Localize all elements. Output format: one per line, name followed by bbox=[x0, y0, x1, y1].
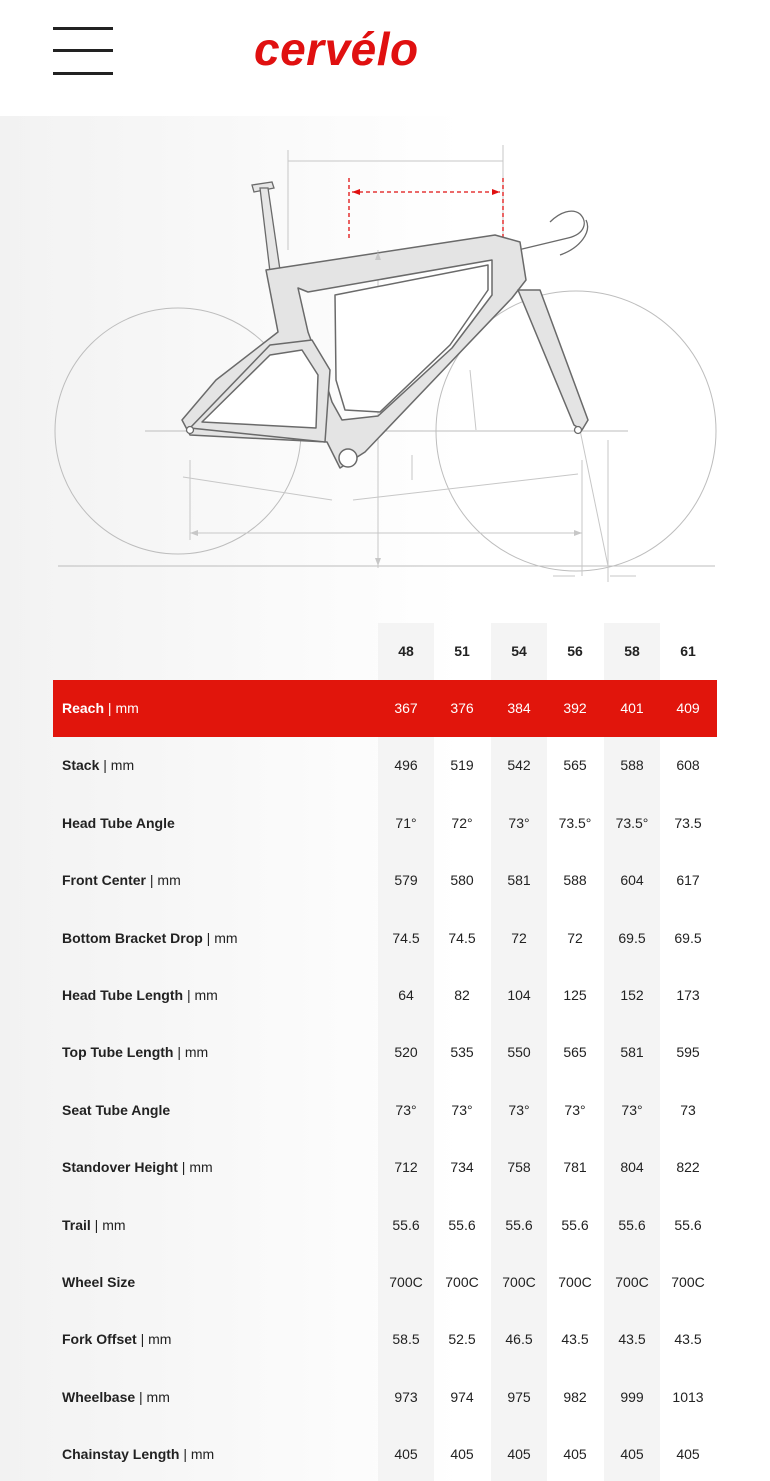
table-row bbox=[53, 1426, 717, 1481]
table-cell: 542 bbox=[507, 757, 531, 773]
table-row bbox=[53, 852, 717, 909]
table-cell: 55.6 bbox=[392, 1217, 420, 1233]
table-cell: 55.6 bbox=[448, 1217, 476, 1233]
size-header-58: 58 bbox=[624, 643, 640, 659]
table-cell: 405 bbox=[620, 1446, 644, 1462]
table-cell: 982 bbox=[563, 1389, 587, 1405]
table-cell: 73.5° bbox=[615, 815, 649, 831]
table-cell: 55.6 bbox=[505, 1217, 533, 1233]
table-cell: 152 bbox=[620, 987, 644, 1003]
table-cell: 401 bbox=[620, 700, 644, 716]
table-cell: 519 bbox=[450, 757, 474, 773]
table-cell: 46.5 bbox=[505, 1331, 533, 1347]
table-cell: 700C bbox=[558, 1274, 592, 1290]
table-cell: 700C bbox=[389, 1274, 423, 1290]
table-row bbox=[53, 680, 717, 737]
table-cell: 758 bbox=[507, 1159, 531, 1175]
table-cell: 69.5 bbox=[618, 930, 646, 946]
table-cell: 565 bbox=[563, 757, 587, 773]
table-cell: 43.5 bbox=[618, 1331, 646, 1347]
row-label: Front Center | mm bbox=[62, 872, 181, 888]
table-cell: 535 bbox=[450, 1044, 474, 1060]
row-label: Standover Height | mm bbox=[62, 1159, 213, 1175]
table-cell: 384 bbox=[507, 700, 531, 716]
table-cell: 604 bbox=[620, 872, 644, 888]
row-label: Head Tube Angle bbox=[62, 815, 175, 831]
table-cell: 173 bbox=[676, 987, 700, 1003]
table-cell: 975 bbox=[507, 1389, 531, 1405]
table-cell: 125 bbox=[563, 987, 587, 1003]
table-cell: 55.6 bbox=[561, 1217, 589, 1233]
table-cell: 52.5 bbox=[448, 1331, 476, 1347]
table-cell: 392 bbox=[563, 700, 587, 716]
row-label: Bottom Bracket Drop | mm bbox=[62, 930, 238, 946]
table-cell: 712 bbox=[394, 1159, 418, 1175]
table-row bbox=[53, 1139, 717, 1196]
table-cell: 43.5 bbox=[561, 1331, 589, 1347]
size-header-54: 54 bbox=[511, 643, 527, 659]
table-cell: 405 bbox=[507, 1446, 531, 1462]
table-cell: 73° bbox=[395, 1102, 417, 1118]
table-cell: 700C bbox=[502, 1274, 536, 1290]
table-cell: 72° bbox=[451, 815, 473, 831]
row-label: Fork Offset | mm bbox=[62, 1331, 172, 1347]
table-cell: 376 bbox=[450, 700, 474, 716]
row-label: Wheel Size bbox=[62, 1274, 136, 1290]
table-cell: 588 bbox=[620, 757, 644, 773]
table-cell: 72 bbox=[567, 930, 583, 946]
table-row bbox=[53, 1082, 717, 1139]
cervelo-logo[interactable]: cervélo bbox=[254, 23, 419, 75]
table-cell: 565 bbox=[563, 1044, 587, 1060]
table-cell: 367 bbox=[394, 700, 418, 716]
table-cell: 73° bbox=[508, 1102, 530, 1118]
row-label: Head Tube Length | mm bbox=[62, 987, 218, 1003]
row-label: Chainstay Length | mm bbox=[62, 1446, 215, 1462]
table-cell: 409 bbox=[676, 700, 700, 716]
table-cell: 405 bbox=[394, 1446, 418, 1462]
table-cell: 700C bbox=[615, 1274, 649, 1290]
table-row bbox=[53, 1024, 717, 1081]
table-cell: 43.5 bbox=[674, 1331, 702, 1347]
table-cell: 581 bbox=[620, 1044, 644, 1060]
table-cell: 595 bbox=[676, 1044, 700, 1060]
table-cell: 55.6 bbox=[618, 1217, 646, 1233]
table-cell: 617 bbox=[676, 872, 700, 888]
size-header-51: 51 bbox=[454, 643, 470, 659]
table-cell: 405 bbox=[676, 1446, 700, 1462]
row-label: Top Tube Length | mm bbox=[62, 1044, 209, 1060]
table-cell: 405 bbox=[563, 1446, 587, 1462]
table-cell: 73° bbox=[564, 1102, 586, 1118]
table-row bbox=[53, 967, 717, 1024]
size-header-61: 61 bbox=[680, 643, 696, 659]
table-cell: 999 bbox=[620, 1389, 644, 1405]
size-header-56: 56 bbox=[567, 643, 583, 659]
table-cell: 734 bbox=[450, 1159, 474, 1175]
table-row bbox=[53, 1369, 717, 1426]
table-cell: 588 bbox=[563, 872, 587, 888]
row-label: Wheelbase | mm bbox=[62, 1389, 170, 1405]
table-cell: 64 bbox=[398, 987, 414, 1003]
table-cell: 405 bbox=[450, 1446, 474, 1462]
table-cell: 822 bbox=[676, 1159, 700, 1175]
table-cell: 580 bbox=[450, 872, 474, 888]
table-cell: 550 bbox=[507, 1044, 531, 1060]
size-header-48: 48 bbox=[398, 643, 414, 659]
table-cell: 55.6 bbox=[674, 1217, 702, 1233]
table-cell: 104 bbox=[507, 987, 531, 1003]
table-cell: 73° bbox=[451, 1102, 473, 1118]
table-row bbox=[53, 910, 717, 967]
table-cell: 58.5 bbox=[392, 1331, 420, 1347]
table-cell: 520 bbox=[394, 1044, 418, 1060]
table-cell: 73.5 bbox=[674, 815, 702, 831]
table-cell: 781 bbox=[563, 1159, 587, 1175]
table-cell: 74.5 bbox=[448, 930, 476, 946]
table-cell: 73.5° bbox=[558, 815, 592, 831]
table-row bbox=[53, 737, 717, 794]
row-label: Reach | mm bbox=[62, 700, 139, 716]
table-cell: 579 bbox=[394, 872, 418, 888]
table-cell: 974 bbox=[450, 1389, 474, 1405]
table-cell: 69.5 bbox=[674, 930, 702, 946]
table-cell: 71° bbox=[395, 815, 417, 831]
table-row bbox=[53, 1197, 717, 1254]
table-cell: 608 bbox=[676, 757, 700, 773]
table-cell: 496 bbox=[394, 757, 418, 773]
table-row bbox=[53, 1254, 717, 1311]
table-row bbox=[53, 1311, 717, 1368]
table-cell: 973 bbox=[394, 1389, 418, 1405]
table-cell: 700C bbox=[671, 1274, 705, 1290]
table-cell: 73° bbox=[508, 815, 530, 831]
table-cell: 804 bbox=[620, 1159, 644, 1175]
table-cell: 74.5 bbox=[392, 930, 420, 946]
table-cell: 73° bbox=[621, 1102, 643, 1118]
row-label: Trail | mm bbox=[62, 1217, 126, 1233]
table-cell: 700C bbox=[445, 1274, 479, 1290]
row-label: Stack | mm bbox=[62, 757, 135, 773]
table-row bbox=[53, 795, 717, 852]
table-cell: 73 bbox=[680, 1102, 696, 1118]
table-cell: 82 bbox=[454, 987, 470, 1003]
table-cell: 72 bbox=[511, 930, 527, 946]
table-cell: 1013 bbox=[672, 1389, 704, 1405]
row-label: Seat Tube Angle bbox=[62, 1102, 171, 1118]
table-cell: 581 bbox=[507, 872, 531, 888]
